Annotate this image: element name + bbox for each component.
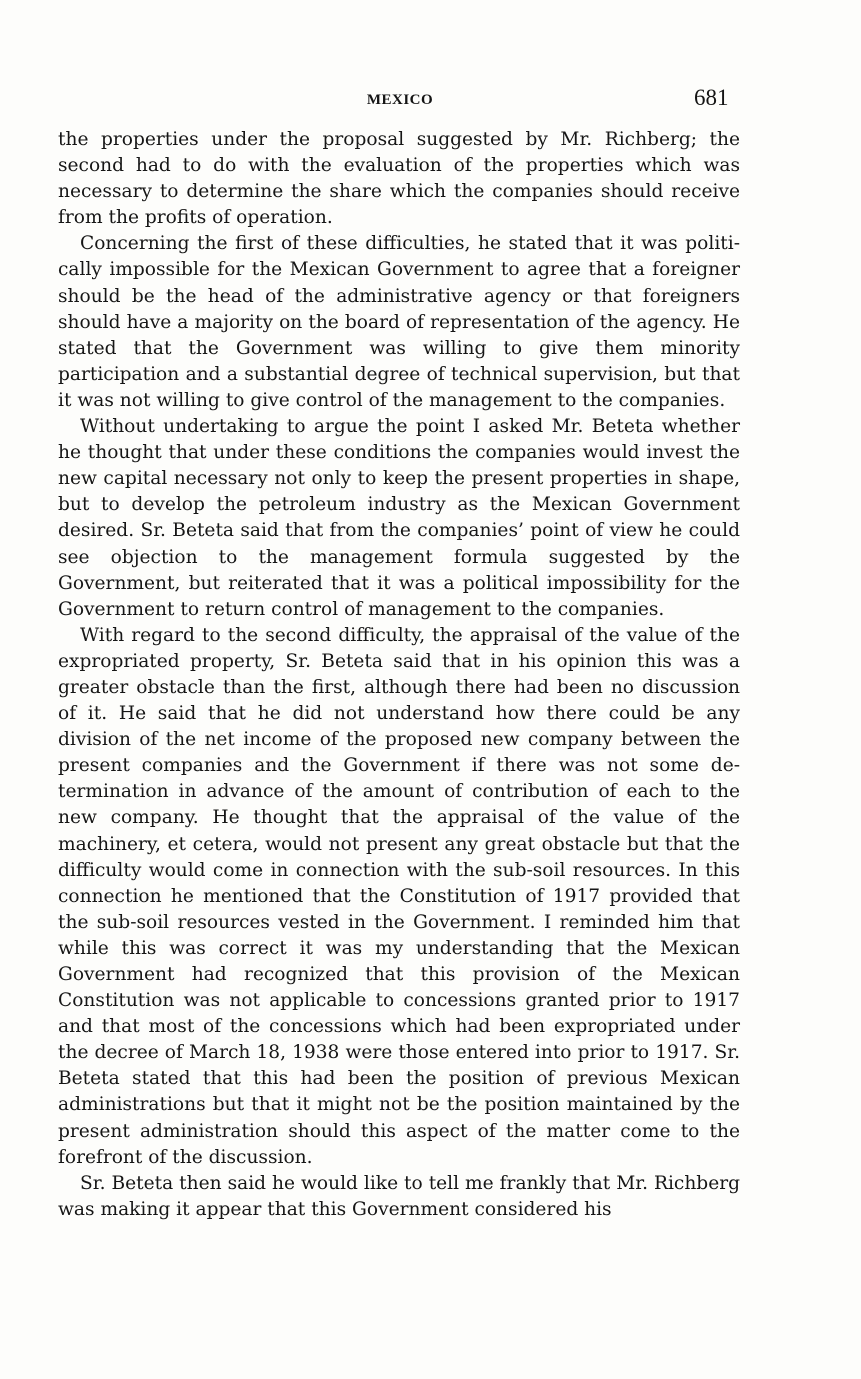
- paragraph: Without undertaking to argue the point I asked Mr. Beteta whether he thought that under these conditions the companies would invest the new capital necessary not only to keep the present properties in shape, but to develop the petroleum industry as the Mexican Government desired. Sr. Beteta said that from the companies’ point of view he could see objection to the management formula suggested by the Government, but reiterated that it was a political impossibility for the Government to return control of management to the companies.: [58, 416, 740, 620]
- paragraph: Concerning the first of these difficulties, he stated that it was politically impossible for the Mexican Government to agree that a foreigner should be the head of the administrative agency or that foreigners should have a majority on the board of representation of the agency. He stated that the Government was willing to give them minority participation and a substantial degree of technical supervision, but that it was not willing to give control of the management to the companies.: [58, 233, 740, 411]
- paragraph-continuation: the properties under the proposal suggested by Mr. Richberg; the second had to do with the evaluation of the properties which was necessary to determine the share which the companies should receive from the profits of operation.: [58, 129, 740, 229]
- running-title: MEXICO: [366, 92, 434, 108]
- paragraph: Sr. Beteta then said he would like to tell me frankly that Mr. Richberg was making it appear that this Government considered his: [58, 1172, 740, 1220]
- page-number: 681: [694, 85, 729, 110]
- body-text: [58, 127, 740, 1223]
- paragraph: With regard to the second difficulty, the appraisal of the value of the expropriated property, Sr. Beteta said that in his opinion this was a greater obstacle than the first, although there had been no discussion of it. He said that he did not understand how there could be any division of the net income of the proposed new company between the present companies and the Government if there was not some determination in advance of the amount of contribution of each to the new company. He thought that the appraisal of the value of the machinery, et cetera, would not present any great obstacle but that the difficulty would come in connection with the sub-soil resources. In this connection he mentioned that the Constitution of 1917 provided that the sub-soil resources vested in the Government. I reminded him that while this was correct it was my understanding that the Mexican Government had recognized that this provision of the Mexican Constitution was not applicable to concessions granted prior to 1917 and that most of the concessions which had been expropriated under the decree of March 18, 1938 were those entered into prior to 1917. Sr. Beteta stated that this had been the position of previous Mexican administrations but that it might not be the position maintained by the present administration should this aspect of the matter come to the forefront of the discussion.: [58, 624, 740, 1168]
- running-header: [0, 82, 861, 122]
